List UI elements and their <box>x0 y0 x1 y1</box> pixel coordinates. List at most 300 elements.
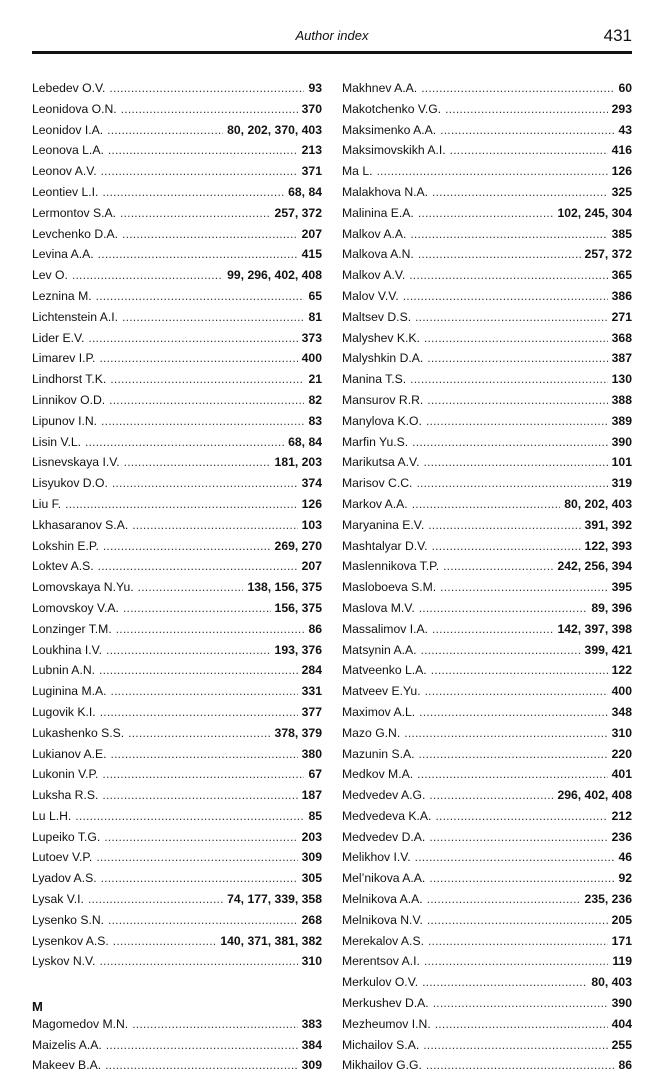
page-references: 102, 245, 304 <box>557 205 632 220</box>
author-name: Mashtalyar D.V. <box>342 538 428 553</box>
dot-leader <box>432 539 581 553</box>
index-entry <box>342 788 632 809</box>
index-entry <box>32 539 322 560</box>
dot-leader <box>98 247 298 261</box>
dot-leader <box>410 227 607 241</box>
page-references: 268 <box>301 912 322 927</box>
dot-leader <box>124 455 271 469</box>
dot-leader <box>132 1017 297 1031</box>
dot-leader <box>120 206 271 220</box>
index-entry <box>32 850 322 871</box>
index-entry <box>342 622 632 643</box>
dot-leader <box>96 289 305 303</box>
page-references: 391, 392 <box>584 517 632 532</box>
index-entry <box>342 497 632 518</box>
author-name: Maslennikova T.P. <box>342 559 440 574</box>
author-name: Marikutsa A.V. <box>342 455 420 470</box>
author-name: Lider E.V. <box>32 330 85 345</box>
author-name: Mazo G.N. <box>342 725 401 740</box>
page-header <box>32 26 632 48</box>
page-references: 101 <box>611 455 632 470</box>
dot-leader <box>106 643 271 657</box>
dot-leader <box>132 518 297 532</box>
dot-leader <box>123 601 271 615</box>
dot-leader <box>112 476 298 490</box>
page-references: 220 <box>611 746 632 761</box>
author-name: Lev O. <box>32 268 68 283</box>
page-references: 156, 375 <box>274 600 322 615</box>
author-name: Leonova L.A. <box>32 143 104 158</box>
index-entry <box>32 81 322 102</box>
index-entry <box>32 102 322 123</box>
index-entry <box>342 476 632 497</box>
page-references: 373 <box>301 330 322 345</box>
dot-leader <box>424 954 608 968</box>
dot-leader <box>99 663 298 677</box>
index-entry <box>342 247 632 268</box>
dot-leader <box>427 351 607 365</box>
author-name: Lubnin A.N. <box>32 663 96 678</box>
page-references: 181, 203 <box>274 455 322 470</box>
index-entry <box>32 164 322 185</box>
index-entry <box>342 913 632 934</box>
index-entry <box>32 143 322 164</box>
dot-leader <box>432 185 608 199</box>
author-name: Leonidov I.A. <box>32 122 104 137</box>
author-name: Lyadov A.S. <box>32 871 97 886</box>
index-entry <box>342 372 632 393</box>
page-references: 81 <box>308 309 322 324</box>
page-references: 119 <box>612 954 632 969</box>
index-entry <box>342 393 632 414</box>
page-references: 67 <box>308 767 322 782</box>
index-entry <box>342 310 632 331</box>
page-references: 383 <box>301 1016 322 1031</box>
author-name: Medkov M.A. <box>342 767 414 782</box>
page-references: 386 <box>611 288 632 303</box>
author-name: Malinina E.A. <box>342 205 414 220</box>
page-references: 305 <box>301 871 322 886</box>
page-references: 400 <box>301 351 322 366</box>
author-name: Mikhailov G.G. <box>342 1058 422 1073</box>
dot-leader <box>419 601 588 615</box>
index-entry <box>32 643 322 664</box>
page-references: 319 <box>611 476 632 491</box>
page-references: 385 <box>611 226 632 241</box>
author-name: Lindhorst T.K. <box>32 372 107 387</box>
author-name: Makeev B.A. <box>32 1058 102 1073</box>
index-entry <box>342 684 632 705</box>
index-entry <box>32 476 322 497</box>
author-name: Lkhasaranov S.A. <box>32 517 129 532</box>
page-references: 80, 403 <box>591 975 632 990</box>
dot-leader <box>99 954 297 968</box>
page-references: 377 <box>301 704 322 719</box>
index-entry <box>32 726 322 747</box>
page-references: 65 <box>308 288 322 303</box>
page-references: 193, 376 <box>274 642 322 657</box>
dot-leader <box>88 892 223 906</box>
index-entry <box>32 414 322 435</box>
author-name: Lonzinger T.M. <box>32 621 112 636</box>
dot-leader <box>440 580 608 594</box>
dot-leader <box>103 539 271 553</box>
index-entry <box>32 559 322 580</box>
author-name: Malkov A.V. <box>342 268 406 283</box>
page-references: 82 <box>308 392 322 407</box>
dot-leader <box>422 975 587 989</box>
page-references: 235, 236 <box>584 892 632 907</box>
page-references: 86 <box>308 621 322 636</box>
author-name: Levina A.A. <box>32 247 94 262</box>
author-name: Leznina M. <box>32 288 92 303</box>
author-name: Malkova A.N. <box>342 247 414 262</box>
dot-leader <box>122 310 304 324</box>
dot-leader <box>72 268 223 282</box>
page-references: 207 <box>301 226 322 241</box>
author-name: Malov V.V. <box>342 288 399 303</box>
author-name: Mazunin S.A. <box>342 746 415 761</box>
dot-leader <box>432 622 553 636</box>
dot-leader <box>418 206 554 220</box>
index-entry <box>32 310 322 331</box>
dot-leader <box>122 227 298 241</box>
author-name: Merentsov A.I. <box>342 954 420 969</box>
page-references: 43 <box>618 122 632 137</box>
index-entry <box>342 934 632 955</box>
dot-leader <box>105 1058 298 1072</box>
author-name: Liu F. <box>32 496 62 511</box>
index-entry <box>32 518 322 539</box>
index-entry <box>342 268 632 289</box>
page-references: 387 <box>611 351 632 366</box>
dot-leader <box>102 185 284 199</box>
author-name: Malyshkin D.A. <box>342 351 424 366</box>
index-entry <box>342 1038 632 1059</box>
page-references: 68, 84 <box>288 434 322 449</box>
author-name: Maltsev D.S. <box>342 309 412 324</box>
index-entry <box>342 601 632 622</box>
author-name: Matveev E.Yu. <box>342 684 421 699</box>
author-name: Michailov S.A. <box>342 1037 420 1052</box>
author-name: Lisin V.L. <box>32 434 82 449</box>
index-entry <box>32 1017 322 1038</box>
dot-leader <box>423 1038 607 1052</box>
page-references: 293 <box>611 101 632 116</box>
index-entry <box>342 185 632 206</box>
author-name: Merkushev D.A. <box>342 996 429 1011</box>
page-references: 368 <box>611 330 632 345</box>
right-column <box>342 81 632 1079</box>
author-name: Lermontov S.A. <box>32 205 116 220</box>
page-references: 122, 393 <box>584 538 632 553</box>
dot-leader <box>427 393 607 407</box>
author-name: Linnikov O.D. <box>32 392 106 407</box>
page-references: 213 <box>301 143 322 158</box>
index-entry <box>32 622 322 643</box>
page-references: 60 <box>618 81 632 95</box>
header-rule <box>32 51 632 54</box>
dot-leader <box>440 123 614 137</box>
index-entry <box>342 850 632 871</box>
index-entry <box>342 954 632 975</box>
page-references: 401 <box>611 767 632 782</box>
page-references: 378, 379 <box>274 725 322 740</box>
author-name: Medvedev A.G. <box>342 788 426 803</box>
dot-leader <box>429 788 553 802</box>
index-entry <box>342 809 632 830</box>
author-name: Maksimenko A.A. <box>342 122 437 137</box>
dot-leader <box>104 830 297 844</box>
page-references: 80, 202, 370, 403 <box>227 122 322 137</box>
index-entry <box>32 206 322 227</box>
page-references: 140, 371, 381, 382 <box>220 933 322 948</box>
author-name: Lutoev V.P. <box>32 850 93 865</box>
index-entry <box>32 684 322 705</box>
dot-leader <box>85 435 284 449</box>
index-entry <box>32 954 322 975</box>
page-references: 370 <box>301 101 322 116</box>
dot-leader <box>65 497 298 511</box>
dot-leader <box>101 164 298 178</box>
page-references: 325 <box>611 184 632 199</box>
dot-leader <box>138 580 244 594</box>
author-name: Leonidova O.N. <box>32 101 117 116</box>
author-name: Lu L.H. <box>32 808 72 823</box>
index-entry <box>342 747 632 768</box>
page-references: 171 <box>611 933 632 948</box>
dot-leader <box>109 81 304 95</box>
dot-leader <box>404 726 607 740</box>
author-name: Lysenkov A.S. <box>32 933 109 948</box>
page-references: 89, 396 <box>591 600 632 615</box>
page-references: 126 <box>611 164 632 179</box>
page-number: 431 <box>603 26 632 45</box>
index-entry <box>342 435 632 456</box>
author-name: Melnikova N.V. <box>342 912 423 927</box>
dot-leader <box>435 809 607 823</box>
page-references: 46 <box>618 850 632 865</box>
index-entry <box>32 767 322 788</box>
index-entry <box>32 268 322 289</box>
index-entry <box>32 435 322 456</box>
page-references: 365 <box>611 268 632 283</box>
dot-leader <box>121 102 298 116</box>
index-entry <box>32 497 322 518</box>
index-entry <box>32 788 322 809</box>
dot-leader <box>424 331 608 345</box>
dot-leader <box>421 643 581 657</box>
dot-leader <box>428 518 580 532</box>
dot-leader <box>435 1017 608 1031</box>
index-entry <box>32 892 322 913</box>
running-title: Author index <box>295 28 369 43</box>
index-entry <box>342 123 632 144</box>
page-references: 390 <box>611 434 632 449</box>
author-name: Lysak V.I. <box>32 892 84 907</box>
dot-leader <box>376 164 607 178</box>
author-name: Maizelis A.A. <box>32 1037 102 1052</box>
index-entry <box>342 102 632 123</box>
page-references: 80, 202, 403 <box>564 496 632 511</box>
page-references: 122 <box>611 663 632 678</box>
author-name: Loktev A.S. <box>32 559 94 574</box>
dot-leader <box>102 788 297 802</box>
page-references: 384 <box>301 1037 322 1052</box>
index-entry <box>342 206 632 227</box>
dot-leader <box>100 705 298 719</box>
page-references: 203 <box>301 829 322 844</box>
index-entry <box>32 185 322 206</box>
page-references: 389 <box>611 413 632 428</box>
dot-leader <box>426 414 608 428</box>
dot-leader <box>109 393 304 407</box>
author-name: Lisnevskaya I.V. <box>32 455 120 470</box>
dot-leader <box>116 622 305 636</box>
index-entry <box>32 705 322 726</box>
author-name: Markov A.A. <box>342 496 408 511</box>
index-entry <box>32 247 322 268</box>
index-entry <box>32 809 322 830</box>
page-references: 296, 402, 408 <box>557 788 632 803</box>
index-entry <box>342 830 632 851</box>
index-entry <box>342 871 632 892</box>
dot-leader <box>450 143 608 157</box>
page-references: 187 <box>301 788 322 803</box>
page-references: 93 <box>308 81 322 95</box>
dot-leader <box>428 934 608 948</box>
author-name: Lebedev O.V. <box>32 81 106 95</box>
dot-leader <box>429 830 607 844</box>
page-references: 68, 84 <box>288 184 322 199</box>
page-references: 236 <box>611 829 632 844</box>
index-entry <box>32 1038 322 1059</box>
page-references: 74, 177, 339, 358 <box>227 892 322 907</box>
index-entry <box>32 1058 322 1079</box>
index-entry <box>342 663 632 684</box>
index-entry <box>32 455 322 476</box>
page-references: 271 <box>611 309 632 324</box>
index-entry <box>342 1058 632 1079</box>
dot-leader <box>429 871 614 885</box>
page-references: 284 <box>301 663 322 678</box>
index-entry <box>32 227 322 248</box>
page-references: 395 <box>611 580 632 595</box>
author-name: Lukonin V.P. <box>32 767 99 782</box>
page-references: 415 <box>301 247 322 262</box>
index-entry <box>342 996 632 1017</box>
author-name: Marfin Yu.S. <box>342 434 409 449</box>
page-references: 21 <box>308 372 322 387</box>
author-name: Medvedev D.A. <box>342 829 426 844</box>
dot-leader <box>423 455 607 469</box>
index-entry <box>32 830 322 851</box>
author-name: Lomovskoy V.A. <box>32 600 119 615</box>
dot-leader <box>108 143 298 157</box>
dot-leader <box>419 705 608 719</box>
page-references: 400 <box>611 684 632 699</box>
author-name: Lukianov A.E. <box>32 746 107 761</box>
author-name: Levchenko D.A. <box>32 226 119 241</box>
author-name: Lupeiko T.G. <box>32 829 101 844</box>
index-entry <box>32 601 322 622</box>
page-references: 142, 397, 398 <box>557 621 632 636</box>
dot-leader <box>98 559 298 573</box>
author-name: Manina T.S. <box>342 372 407 387</box>
page-references: 126 <box>301 496 322 511</box>
index-entry <box>32 331 322 352</box>
section-gap <box>32 975 322 996</box>
page-references: 212 <box>611 808 632 823</box>
author-name: Ma L. <box>342 164 373 179</box>
dot-leader <box>443 559 553 573</box>
index-entry <box>342 643 632 664</box>
author-name: Leontiev L.I. <box>32 184 99 199</box>
dot-leader <box>96 850 297 864</box>
index-entry <box>32 871 322 892</box>
index-entry <box>342 975 632 996</box>
author-name: Lyskov N.V. <box>32 954 96 969</box>
author-name: Lichtenstein A.I. <box>32 309 119 324</box>
page-references: 85 <box>308 808 322 823</box>
dot-leader <box>415 850 615 864</box>
dot-leader <box>418 247 581 261</box>
dot-leader <box>433 996 608 1010</box>
dot-leader <box>102 767 304 781</box>
index-entry <box>342 1017 632 1038</box>
author-name: Makhnev A.A. <box>342 81 418 95</box>
index-entry <box>342 227 632 248</box>
page-references: 310 <box>301 954 322 969</box>
index-entry <box>342 455 632 476</box>
author-name: Limarev I.P. <box>32 351 96 366</box>
author-name: Mezheumov I.N. <box>342 1016 431 1031</box>
dot-leader <box>426 1058 615 1072</box>
page-references: 86 <box>618 1058 632 1073</box>
index-entry <box>342 331 632 352</box>
dot-leader <box>427 913 608 927</box>
page-references: 99, 296, 402, 408 <box>227 268 322 283</box>
author-name: Malkov A.A. <box>342 226 407 241</box>
index-entry <box>342 539 632 560</box>
author-name: Leonov A.V. <box>32 164 97 179</box>
dot-leader <box>108 913 298 927</box>
author-name: Medvedeva K.A. <box>342 808 432 823</box>
index-entry <box>32 580 322 601</box>
page-references: 242, 256, 394 <box>557 559 632 574</box>
author-name: Matveenko L.A. <box>342 663 427 678</box>
author-name: Marisov C.C. <box>342 476 413 491</box>
author-name: Maksimovskikh A.I. <box>342 143 446 158</box>
author-name: Merekalov A.S. <box>342 933 424 948</box>
author-name: Matsynin A.A. <box>342 642 417 657</box>
dot-leader <box>99 351 297 365</box>
dot-leader <box>75 809 304 823</box>
dot-leader <box>101 414 304 428</box>
author-name: Mel’nikova A.A. <box>342 871 426 886</box>
page-references: 374 <box>301 476 322 491</box>
index-entry <box>32 663 322 684</box>
index-entry <box>32 289 322 310</box>
author-name: Lisyukov D.O. <box>32 476 108 491</box>
page-references: 269, 270 <box>274 538 322 553</box>
index-entry <box>342 414 632 435</box>
page-references: 390 <box>611 996 632 1011</box>
page-references: 205 <box>611 912 632 927</box>
page-references: 255 <box>611 1037 632 1052</box>
dot-leader <box>415 310 608 324</box>
page-references: 416 <box>611 143 632 158</box>
